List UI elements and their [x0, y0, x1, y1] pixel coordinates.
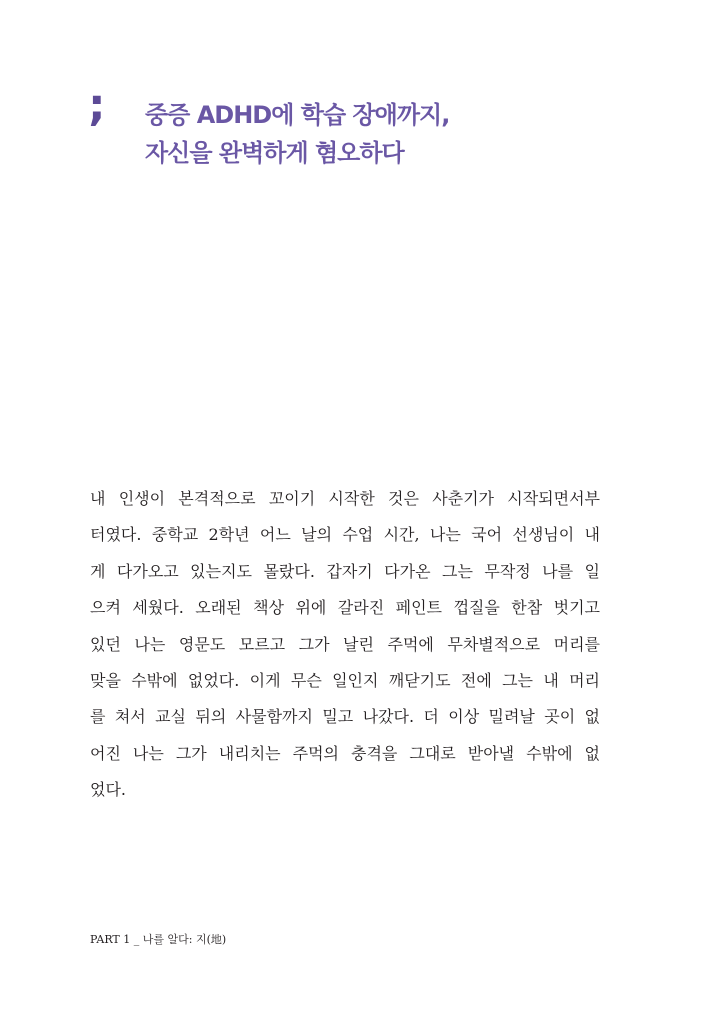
body-line: 를 쳐서 교실 뒤의 사물함까지 밀고 나갔다. 더 이상 밀려날 곳이 없 — [90, 707, 600, 727]
body-line: 었다. — [90, 780, 126, 800]
body-line: 터였다. 중학교 2학년 어느 날의 수업 시간, 나는 국어 선생님이 내 — [90, 525, 600, 545]
body-paragraph — [90, 481, 600, 809]
heading-line-1: 중증 ADHD에 학습 장애까지, — [145, 101, 450, 129]
heading-line-2: 자신을 완벽하게 혐오하다 — [145, 139, 404, 167]
chapter-heading — [145, 96, 665, 172]
running-footer: PART 1 _ 나를 알다: 지(地) — [90, 933, 227, 946]
body-line: 게 다가오고 있는지도 몰랐다. 갑자기 다가온 그는 무작정 나를 일 — [90, 561, 600, 581]
body-line: 있던 나는 영문도 모르고 그가 날린 주먹에 무차별적으로 머리를 — [90, 634, 600, 654]
body-line: 내 인생이 본격적으로 꼬이기 시작한 것은 사춘기가 시작되면서부 — [90, 489, 600, 508]
body-line: 으켜 세웠다. 오래된 책상 위에 갈라진 페인트 껍질을 한참 벗기고 — [90, 598, 600, 618]
body-line: 어진 나는 그가 내리치는 주먹의 충격을 그대로 받아낼 수밖에 없 — [90, 743, 600, 763]
semicolon-mark: ; — [88, 80, 106, 131]
body-line: 맞을 수밖에 없었다. 이게 무슨 일인지 깨닫기도 전에 그는 내 머리 — [90, 670, 600, 690]
